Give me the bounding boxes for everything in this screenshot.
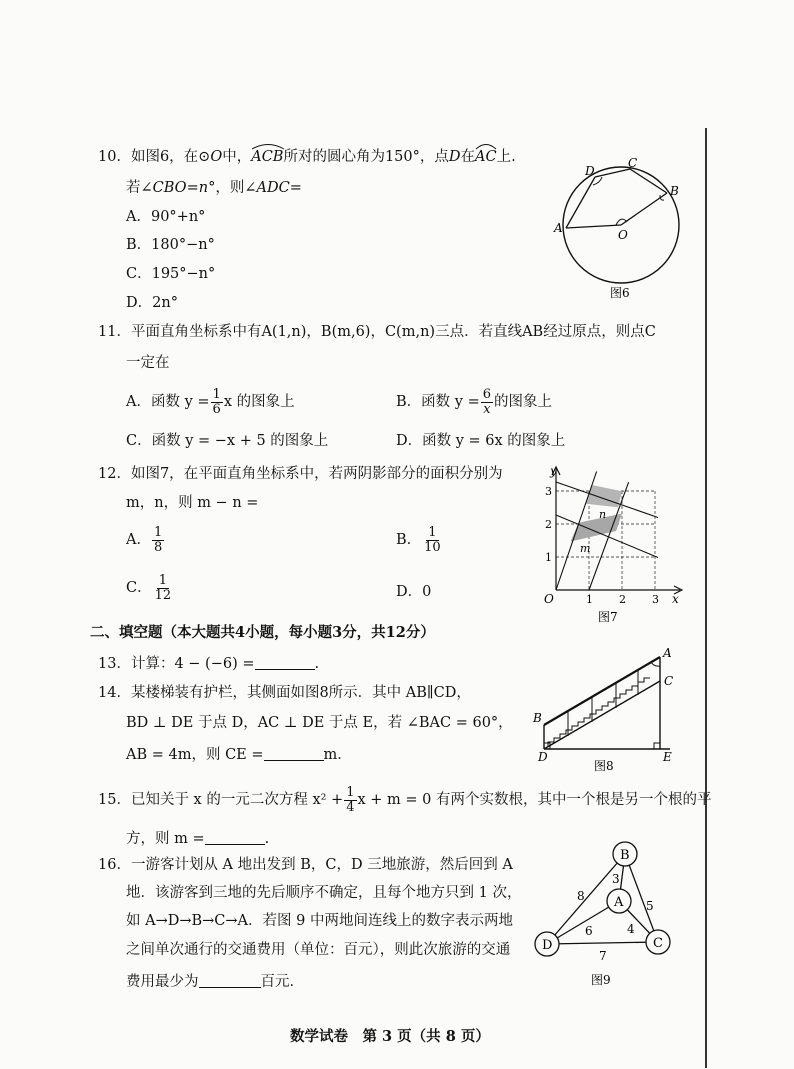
- q14-line3: [126, 746, 352, 763]
- fraction: [344, 786, 356, 814]
- q12-option-b: [396, 526, 444, 554]
- arc-mark: [475, 142, 497, 150]
- q11-text: 1: [212, 387, 221, 402]
- q11-option-c: C．函数 y = −x + 5 的图象上: [126, 433, 329, 449]
- q15-text: 方，则 m =: [126, 831, 205, 847]
- q16-line2: 地．该游客到三地的先后顺序不确定，且每个地方只到 1 次，: [126, 885, 522, 901]
- q12-text: 8: [153, 539, 163, 555]
- q10-text: =: [186, 180, 199, 196]
- figure-9-travel-graph: [525, 838, 685, 993]
- fraction: [422, 526, 443, 554]
- q15-text: .: [264, 831, 270, 847]
- q10-text: 如图6，在⊙: [130, 149, 211, 165]
- node-b-label: B: [620, 848, 630, 863]
- fig7-region-n: n: [599, 508, 607, 521]
- fig7-x-tick-1: 1: [586, 593, 593, 606]
- q10-option-a: A．90°+n°: [126, 209, 206, 225]
- q10-text: ACB: [251, 149, 284, 165]
- q10-number: 10．: [98, 149, 131, 165]
- q11-text: 6: [212, 401, 221, 417]
- q15-line2: [126, 830, 269, 847]
- q11-text: 平面直角坐标系中有A(1,n)，B(m,6)，C(m,n)三点．若直线AB经过原点，则点C: [130, 324, 656, 340]
- edge-ab-weight: 3: [612, 872, 620, 886]
- q15-text: 4: [346, 799, 355, 815]
- q16-answer-blank[interactable]: [199, 973, 261, 988]
- q16-line3: 如 A→D→B→C→A．若图 9 中两地间连线上的数字表示两地: [126, 913, 513, 929]
- edge-ad-weight: 6: [585, 924, 593, 938]
- q13: [98, 655, 319, 672]
- fraction: [152, 526, 164, 554]
- q12-option-a: [126, 526, 165, 554]
- fig6-label-d: D: [585, 164, 595, 178]
- q13-text: 13．: [98, 656, 131, 672]
- q16-text: 费用最少为: [126, 974, 199, 990]
- q10-text: °，则∠: [208, 180, 257, 196]
- q16-text: 百元．: [260, 974, 304, 990]
- q12-text: B．: [396, 532, 422, 549]
- q11-text: x: [483, 401, 491, 417]
- q12-line2: m，n，则 m − n =: [126, 495, 259, 511]
- fig7-y-axis-label: y: [550, 464, 557, 478]
- q15-text: 1: [346, 785, 355, 800]
- fraction: [211, 388, 223, 416]
- fig7-y-tick-1: 1: [545, 551, 552, 564]
- q12-text: 12: [154, 587, 172, 603]
- q11-text: 6: [482, 387, 491, 402]
- q15-text: 15．: [98, 792, 131, 809]
- q11-text: B．函数 y =: [396, 394, 480, 411]
- page-margin-line: [705, 128, 707, 1068]
- q11-option-a: [126, 388, 295, 416]
- q10-text: n: [198, 180, 209, 196]
- fig7-y-tick-3: 3: [545, 485, 552, 498]
- q11-line1: [98, 325, 656, 340]
- q14-text: 某楼梯装有护栏，其侧面如图8所示．其中 AB∥CD，: [130, 685, 471, 701]
- fig8-label-c: C: [664, 674, 674, 688]
- q12-option-c: [126, 574, 174, 602]
- q14-text: AB = 4m，则 CE =: [126, 747, 264, 763]
- q13-text: .: [314, 656, 320, 672]
- q10-text: 若∠: [126, 180, 153, 196]
- q14-line1: [98, 686, 471, 701]
- q11-option-b: [396, 388, 552, 416]
- arc-mark: [251, 142, 285, 150]
- fig8-label-e: E: [663, 750, 672, 764]
- fig7-x-tick-3: 3: [652, 593, 659, 606]
- q10-line1: [98, 150, 516, 165]
- q10-text: D: [448, 149, 461, 165]
- q11-text: x 的图象上: [223, 394, 295, 411]
- q11-text: 的图象上: [494, 394, 552, 411]
- node-d-label: D: [542, 938, 553, 953]
- fig7-y-tick-2: 2: [545, 518, 552, 531]
- q12-text: 1: [428, 525, 437, 540]
- node-c-label: C: [653, 936, 663, 951]
- q12-line1: [98, 467, 503, 482]
- q10-text: CBO: [152, 180, 187, 196]
- fig7-caption: 图7: [598, 610, 618, 624]
- fig7-x-tick-2: 2: [619, 593, 626, 606]
- q16-text: 16．: [98, 857, 131, 873]
- node-a-label: A: [614, 895, 624, 910]
- q10-line2: [126, 181, 302, 196]
- q10-text: 在: [460, 149, 476, 165]
- q11-text: A．函数 y =: [126, 394, 210, 411]
- q12-option-d: D．0: [396, 584, 432, 600]
- q15-line1: [98, 786, 712, 814]
- fig6-label-o: O: [618, 228, 628, 242]
- q16-line4: 之间单次通行的交通费用（单位：百元），则此次旅游的交通: [126, 942, 511, 958]
- q12-text: 1: [158, 573, 168, 588]
- q16-line1: [98, 858, 513, 873]
- q10-text: AC: [475, 149, 497, 165]
- q12-text: 10: [424, 539, 441, 555]
- q10-text: ADC: [256, 180, 290, 196]
- section-fill-in-heading: 二、填空题（本大题共4小题，每小题3分，共12分）: [90, 624, 435, 641]
- edge-dc-weight: 7: [599, 949, 607, 963]
- q12-text: 如图7，在平面直角坐标系中，若两阴影部分的面积分别为: [130, 466, 503, 482]
- q15-text: x + m = 0 有两个实数根，其中一个根是另一个根的平: [357, 792, 712, 809]
- edge-bd-weight: 8: [577, 889, 585, 903]
- q12-text: 12．: [98, 466, 131, 482]
- q10-text: 所对的圆心角为150°，点: [283, 149, 449, 165]
- q16-text: 一游客计划从 A 地出发到 B，C，D 三地旅游，然后回到 A: [130, 857, 513, 873]
- fig9-caption: 图9: [591, 973, 611, 987]
- q14-answer-blank[interactable]: [264, 746, 324, 761]
- fraction: [153, 574, 174, 602]
- page-footer: 数学试卷 第 3 页（共 8 页）: [290, 1028, 490, 1045]
- q10-text: 上.: [496, 149, 516, 165]
- fig7-x-axis-label: x: [672, 592, 679, 606]
- q14-text: m．: [323, 747, 352, 763]
- q12-text: A．: [126, 532, 151, 549]
- q11-text: 11．: [98, 324, 131, 340]
- fig8-caption: 图8: [594, 759, 614, 773]
- q16-line5: [126, 973, 304, 990]
- figure-7-coordinate-plot: [540, 462, 690, 627]
- q13-answer-blank[interactable]: [255, 655, 315, 670]
- q15-text: 已知关于 x 的一元二次方程 x² +: [130, 792, 344, 809]
- fig8-label-a: A: [663, 646, 672, 660]
- fig6-label-a: A: [554, 221, 563, 235]
- arc-ac: [475, 149, 497, 165]
- q11-line2: 一定在: [126, 355, 170, 371]
- fig7-region-m: m: [580, 542, 591, 555]
- fig6-caption: 图6: [610, 286, 630, 300]
- q10-option-d: D．2n°: [126, 295, 178, 311]
- q10-text: 中，: [222, 149, 252, 165]
- q12-text: C．: [126, 580, 152, 597]
- fig8-label-b: B: [533, 711, 542, 725]
- fig7-origin: O: [544, 592, 554, 606]
- q10-option-b: B．180°−n°: [126, 237, 215, 253]
- q15-answer-blank[interactable]: [205, 830, 265, 845]
- figure-6-circle: [550, 155, 690, 305]
- fraction: [481, 388, 493, 416]
- fig6-label-c: C: [628, 156, 638, 170]
- q13-text: 计算：4 − (−6) =: [130, 656, 255, 672]
- q12-text: 1: [153, 525, 163, 540]
- q11-option-d: D．函数 y = 6x 的图象上: [396, 433, 566, 449]
- edge-ac-weight: 4: [627, 922, 635, 936]
- edge-bc-weight: 5: [646, 899, 654, 913]
- fig8-label-d: D: [538, 750, 548, 764]
- q10-text: =: [289, 180, 302, 196]
- fig6-label-b: B: [670, 184, 679, 198]
- arc-acb: [251, 149, 283, 165]
- q14-line2: BD ⊥ DE 于点 D，AC ⊥ DE 于点 E，若 ∠BAC = 60°，: [126, 715, 513, 731]
- q10-text: O: [210, 149, 223, 165]
- q14-text: 14．: [98, 685, 131, 701]
- q10-option-c: C．195°−n°: [126, 266, 216, 282]
- figure-8-stair-railing: [530, 645, 690, 780]
